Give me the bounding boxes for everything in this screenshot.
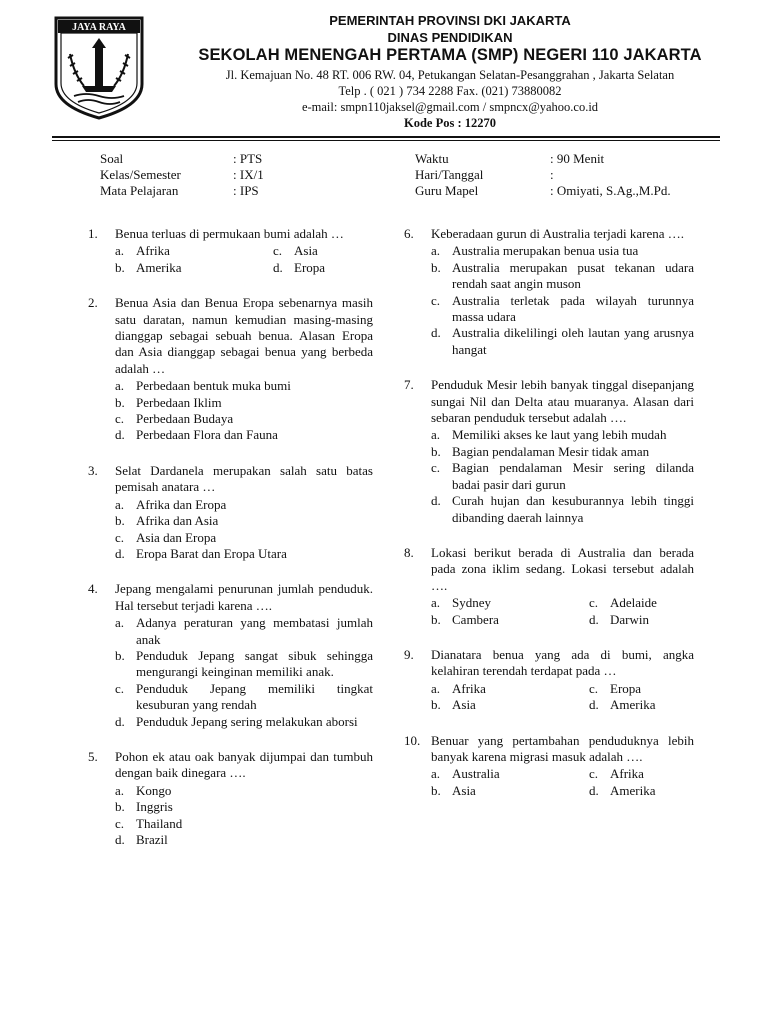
answer-options [115,783,373,849]
answer-option: c. Afrika [589,766,644,782]
answer-options [115,615,373,730]
question-number: 2. [88,295,98,311]
question-number: 6. [404,226,414,241]
answer-option: a. Australia merupakan benua usia tua [431,243,639,259]
government-name: PEMERINTAH PROVINSI DKI JAKARTA [329,13,571,28]
answer-option: b. Australia merupakan pusat tekanan udara rendah saat angin muson [431,259,694,292]
info-value: : [550,167,554,182]
answer-option: d. Amerika [589,697,656,713]
answer-options [431,766,694,799]
answer-option: d. Brazil [115,832,168,847]
answer-option: c. Asia dan Eropa [115,529,217,545]
question-text: Pohon ek atau oak banyak dijumpai dan tumbuh dengan baik dinegara …. [115,748,373,781]
question-text: Benuar yang pertambahan penduduknya lebih banyak karena migrasi masuk adalah …. [431,732,694,764]
answer-option: c. Australia terletak pada wilayah turunnya massa udara [431,292,694,325]
answer-option: a. Australia [431,766,500,782]
answer-option: c. Asia [273,243,318,259]
answer-option: b. Penduduk Jepang sangat sibuk sehingga mengurangi keinginan memiliki anak. [115,647,373,680]
info-label: Soal [100,151,124,166]
question-text: Keberadaan gurun di Australia terjadi karena …. [431,226,685,241]
answer-option: d. Australia dikelilingi oleh lautan yang arusnya hangat [431,325,694,357]
answer-option: b. Cambera [431,611,499,627]
question-item [88,749,373,848]
question-number: 7. [404,377,414,393]
answer-option: d. Perbedaan Flora dan Fauna [115,427,278,443]
question-number: 9. [404,646,414,662]
answer-option: d. Darwin [589,611,649,627]
info-value: : Omiyati, S.Ag.,M.Pd. [550,183,671,198]
school-phone: Telp . ( 021 ) 734 2288 Fax. (021) 73880082 [338,84,562,98]
answer-option: c. Thailand [115,815,183,831]
question-number: 3. [88,462,98,478]
logo-text: JAYA RAYA [72,22,126,33]
answer-option: d. Eropa Barat dan Eropa Utara [115,545,287,561]
answer-option: d. Penduduk Jepang sering melakukan aborsi [115,713,358,729]
answer-option: d. Curah hujan dan kesuburannya lebih tinggi dibanding daerah lainnya [431,493,694,525]
answer-option: a. Afrika [115,243,170,259]
info-label: Guru Mapel [415,183,479,198]
answer-option: d. Amerika [589,782,656,798]
answer-option: a. Memiliki akses ke laut yang lebih mudah [431,427,667,443]
answer-options [431,595,694,628]
answer-options [431,243,694,358]
answer-option: c. Eropa [589,680,642,696]
jaya-raya-emblem-icon [52,14,146,122]
answer-option: a. Afrika dan Eropa [115,496,227,512]
answer-option: b. Amerika [115,259,182,275]
answer-options [115,243,373,276]
answer-option: a. Sydney [431,595,491,611]
question-number: 8. [404,544,414,560]
info-label: Hari/Tanggal [415,167,484,182]
question-number: 10. [404,732,421,748]
answer-option: a. Kongo [115,782,172,798]
question-item [404,647,694,714]
header-divider-thin [52,140,720,141]
answer-option: d. Eropa [273,259,326,275]
question-text: Penduduk Mesir lebih banyak tinggal disepanjang sungai Nil dan Delta atau muaranya. Alasan dari sebaran penduduk tersebut adalah …. [431,377,694,426]
answer-option: b. Inggris [115,799,173,815]
question-item [404,545,694,628]
question-text: Jepang mengalami penurunan jumlah penduduk. Hal tersebut terjadi karena …. [115,581,373,613]
question-item [88,295,373,444]
answer-option: b. Asia [431,697,476,713]
answer-option: a. Adanya peraturan yang membatasi jumlah anak [115,615,373,647]
answer-option: a. Afrika [431,680,486,696]
question-text: Selat Dardanela merupakan salah satu batas pemisah anatara … [115,462,373,495]
answer-option: b. Perbedaan Iklim [115,394,222,410]
answer-option: c. Bagian pendalaman Mesir sering dilanda badai pasir dari gurun [431,460,694,492]
answer-option: b. Bagian pendalaman Mesir tidak aman [431,443,650,459]
info-label: Kelas/Semester [100,167,181,182]
question-item [88,226,373,276]
info-value: : PTS [233,151,263,166]
answer-option: c. Penduduk Jepang memiliki tingkat kesuburan yang rendah [115,680,373,713]
question-number: 4. [88,581,98,597]
header-divider-thick [52,136,720,138]
answer-option: a. Perbedaan bentuk muka bumi [115,378,291,394]
department-name: DINAS PENDIDIKAN [387,30,513,45]
answer-option: b. Asia [431,782,476,798]
question-number: 5. [88,748,98,764]
school-name: SEKOLAH MENENGAH PERTAMA (SMP) NEGERI 110 JAKARTA [198,46,702,64]
question-item [404,226,694,358]
answer-option: b. Afrika dan Asia [115,513,219,529]
info-value: : IX/1 [233,167,264,182]
letterhead [0,0,768,140]
postal-code: Kode Pos : 12270 [403,116,496,130]
question-text: Benua Asia dan Benua Eropa sebenarnya masih satu daratan, namun kemudian masing-masing dianggap sebagai sebuah benua. Alasan Eropa dan Asia dianggap sebagai benua yang berbeda adalah … [115,295,373,376]
question-item [88,463,373,562]
questions-left-column [88,226,373,867]
answer-option: c. Perbedaan Budaya [115,411,234,427]
questions-right-column [404,226,694,818]
question-text: Lokasi berikut berada di Australia dan berada pada zona iklim sedang. Lokasi tersebut adalah …. [431,544,694,593]
answer-options [115,497,373,563]
info-label: Mata Pelajaran [100,183,179,198]
question-item [404,733,694,800]
answer-options [431,427,694,525]
question-item [88,581,373,730]
answer-options [115,378,373,444]
question-number: 1. [88,226,98,241]
school-email: e-mail: smpn110jaksel@gmail.com / smpncx@yahoo.co.id [301,100,599,114]
question-text: Dianatara benua yang ada di bumi, angka kelahiran terendah terdapat pada … [431,646,694,679]
question-item [404,377,694,526]
answer-option: c. Adelaide [589,595,657,611]
answer-options [431,681,694,714]
info-label: Waktu [415,151,449,166]
info-value: : 90 Menit [550,151,605,166]
info-value: : IPS [233,183,259,198]
question-text: Benua terluas di permukaan bumi adalah … [115,226,344,241]
school-address: Jl. Kemajuan No. 48 RT. 006 RW. 04, Petukangan Selatan-Pesanggrahan , Jakarta Selatan [225,68,675,82]
